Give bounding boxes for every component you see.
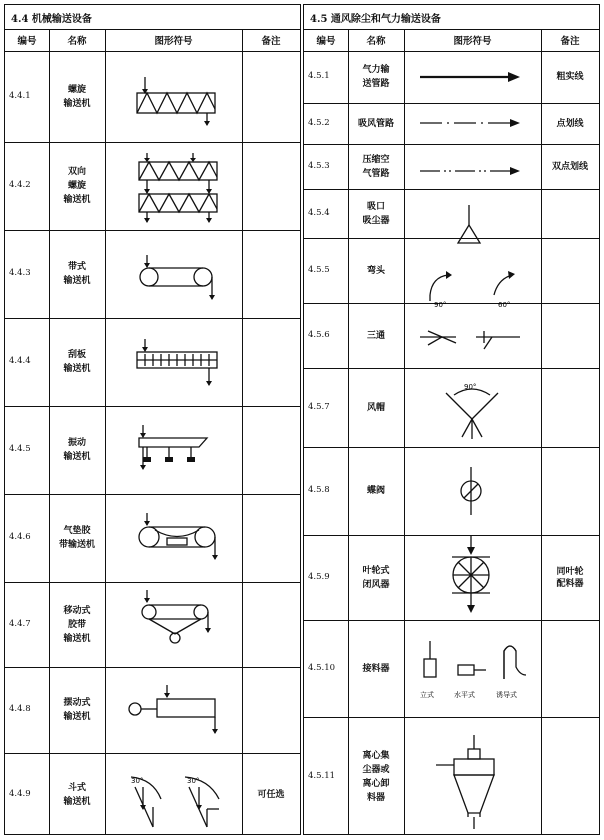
item-number: 4.5.9 — [308, 571, 330, 582]
header-note: 备注 — [261, 36, 281, 47]
item-number: 4.5.1 — [308, 71, 330, 81]
item-number: 4.5.2 — [308, 117, 330, 128]
row-divider — [304, 238, 599, 239]
item-name: 斗式 输送机 — [63, 782, 91, 807]
item-name: 带式 输送机 — [63, 262, 91, 286]
scraper-conveyor-symbol — [131, 339, 223, 389]
item-number: 4.5.4 — [308, 207, 330, 218]
divider — [404, 29, 405, 834]
divider — [105, 29, 106, 834]
item-name: 弯头 — [366, 265, 385, 276]
item-name: 叶轮式 闭风器 — [362, 565, 390, 590]
item-number: 4.5.6 — [308, 329, 330, 340]
rain-cap-symbol — [440, 379, 504, 441]
suction-pipe-symbol — [416, 113, 526, 133]
item-name: 离心集 尘器或 离心卸 料器 — [362, 750, 390, 803]
row-divider — [304, 447, 599, 448]
angle-label: 90° — [434, 301, 447, 309]
item-name: 吸风管路 — [357, 118, 394, 129]
row-divider — [5, 230, 300, 231]
item-number: 4.4.5 — [9, 444, 31, 454]
item-number: 4.5.7 — [308, 401, 330, 412]
item-name: 刮板 输送机 — [63, 350, 91, 374]
vibrating-conveyor-symbol — [135, 425, 215, 475]
receiver-vertical-label: 立式 — [420, 691, 434, 699]
material-receiver-symbol — [414, 637, 540, 707]
item-name: 气垫胶 带输送机 — [58, 526, 95, 550]
pneumatic-pipe-symbol — [416, 67, 526, 87]
table-mechanical-conveying — [4, 4, 301, 835]
elbow-symbol — [422, 267, 522, 307]
item-number: 4.4.1 — [9, 90, 31, 101]
angle-label: 30° — [131, 777, 144, 785]
belt-conveyor-symbol — [133, 255, 223, 301]
row-divider — [304, 189, 599, 190]
section-title: 4.5 通风除尘和气力输送设备 — [310, 14, 441, 25]
row-divider — [304, 717, 599, 718]
divider — [242, 29, 243, 834]
row-divider — [5, 667, 300, 668]
row-divider — [5, 494, 300, 495]
receiver-horizontal-label: 水平式 — [454, 691, 475, 699]
row-divider — [5, 406, 300, 407]
header-symbol: 图形符号 — [154, 36, 193, 47]
tee-symbol — [416, 325, 526, 355]
row-divider — [304, 144, 599, 145]
angle-label: 90° — [464, 383, 477, 391]
item-number: 4.5.3 — [308, 160, 330, 171]
divider — [348, 29, 349, 834]
item-number: 4.4.3 — [9, 268, 31, 278]
item-number: 4.4.2 — [9, 180, 31, 190]
angle-label: 60° — [498, 301, 511, 309]
table-ventilation-pneumatic — [303, 4, 600, 835]
row-divider — [304, 620, 599, 621]
item-name: 接料器 — [362, 663, 390, 674]
item-number: 4.4.7 — [9, 618, 31, 629]
item-name: 吸口 吸尘器 — [362, 201, 390, 226]
divider — [541, 29, 542, 834]
mobile-belt-conveyor-symbol — [135, 590, 219, 654]
row-divider — [5, 142, 300, 143]
row-divider — [5, 753, 300, 754]
air-cushion-belt-conveyor-symbol — [133, 513, 223, 563]
cyclone-symbol — [434, 735, 514, 831]
item-number: 4.5.11 — [308, 770, 336, 781]
item-name: 三通 — [366, 330, 385, 341]
angle-label: 30° — [187, 777, 200, 785]
item-name: 移动式 胶带 输送机 — [63, 605, 91, 644]
item-name: 蝶阀 — [366, 486, 385, 496]
item-note: 点划线 — [556, 118, 584, 129]
header-name: 名称 — [366, 36, 386, 47]
bucket-elevator-symbol — [123, 769, 233, 831]
swing-conveyor-symbol — [125, 685, 225, 737]
item-number: 4.5.10 — [308, 662, 336, 673]
receiver-guide-label: 诱导式 — [496, 691, 517, 699]
header-symbol: 图形符号 — [453, 36, 492, 47]
row-divider — [5, 318, 300, 319]
item-number: 4.5.8 — [308, 485, 330, 495]
section-title: 4.4 机械输送设备 — [11, 14, 92, 25]
item-name: 气力输 送管路 — [362, 65, 390, 89]
header-no: 编号 — [316, 36, 336, 47]
rotary-airlock-symbol — [446, 535, 496, 615]
suction-hood-symbol — [454, 205, 484, 249]
row-divider — [304, 103, 599, 104]
compressed-air-pipe-symbol — [416, 161, 526, 181]
screw-conveyor-symbol — [131, 75, 221, 125]
item-name: 压缩空 气管路 — [362, 154, 390, 179]
item-note: 双点划线 — [551, 161, 588, 172]
item-note: 粗实线 — [556, 72, 584, 82]
row-divider — [304, 368, 599, 369]
item-number: 4.4.9 — [9, 788, 31, 799]
item-number: 4.4.4 — [9, 356, 31, 366]
item-number: 4.4.6 — [9, 532, 31, 542]
item-name: 振动 输送机 — [63, 438, 91, 462]
item-note: 同叶轮 配料器 — [556, 566, 584, 589]
bidirectional-screw-conveyor-symbol — [133, 153, 223, 223]
row-divider — [5, 582, 300, 583]
item-name: 双向 螺旋 输送机 — [63, 167, 91, 205]
item-note: 可任选 — [257, 789, 285, 800]
header-no: 编号 — [17, 36, 37, 47]
item-name: 螺旋 输送机 — [63, 84, 91, 109]
item-name: 风帽 — [366, 402, 385, 413]
item-name: 摆动式 输送机 — [63, 698, 91, 722]
butterfly-valve-symbol — [456, 467, 486, 515]
item-number: 4.5.5 — [308, 264, 330, 275]
header-note: 备注 — [560, 36, 580, 47]
item-number: 4.4.8 — [9, 704, 31, 714]
header-name: 名称 — [67, 36, 87, 47]
